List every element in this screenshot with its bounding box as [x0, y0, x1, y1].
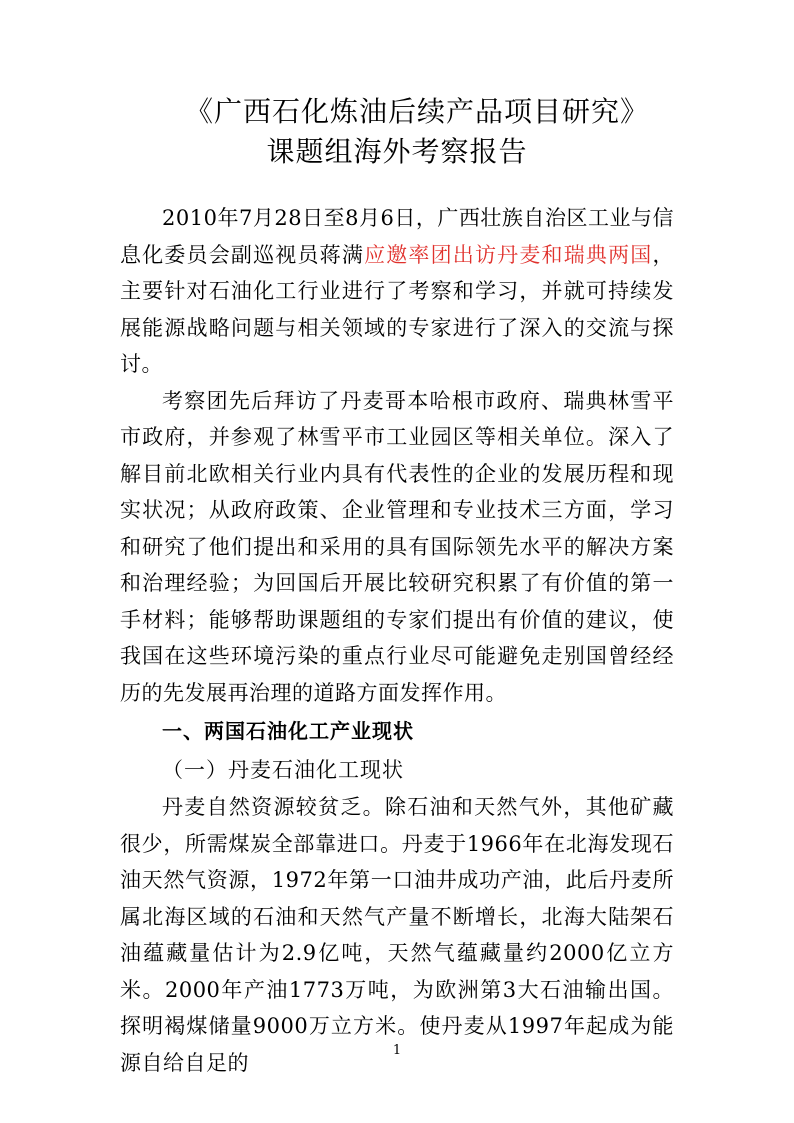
subsection-heading: （一）丹麦石油化工现状 — [162, 758, 404, 782]
page-number: 1 — [392, 1043, 402, 1058]
title-line-1: 《广西石化炼油后续产品项目研究》 — [184, 95, 649, 128]
section-heading: 一、两国石油化工产业现状 — [162, 719, 414, 743]
report-body — [120, 200, 674, 1081]
paragraph-denmark: 丹麦自然资源较贫乏。除石油和天然气外，其他矿藏很少，所需煤炭全部靠进口。丹麦于1966年在北海发现石油天然气资源，1972年第一口油井成功产油，此后丹麦所属北海区域的石油和天然气产量不断增长，北海大陆架石油蕴藏量估计为2.9亿吨，天然气蕴藏量约2000亿立方米。2000年产油1773万吨，为欧洲第3大石油输出国。探明褐煤储量9000万立方米。使丹麦从1997年起成为能源自给自足的 — [120, 795, 674, 1075]
title-line-2: 课题组海外考察报告 — [266, 135, 528, 168]
paragraph-visit: 考察团先后拜访了丹麦哥本哈根市政府、瑞典林雪平市政府，并参观了林雪平市工业园区等相关单位。深入了解目前北欧相关行业内具有代表性的企业的发展历程和现实状况；从政府政策、企业管理和专业技术三方面，学习和研究了他们提出和采用的具有国际领先水平的解决方案和治理经验；为回国后开展比较研究积累了有价值的第一手材料；能够帮助课题组的专家们提出有价值的建议，使我国在这些环境污染的重点行业尽可能避免走别国曾经经历的先发展再治理的道路方面发挥作用。 — [120, 388, 674, 705]
paragraph-intro-end: ，主要针对石油化工行业进行了考察和学习，并就可持续发展能源战略问题与相关领域的专家进行了深入的交流与探讨。 — [120, 242, 674, 376]
highlighted-text: 应邀率团出访丹麦和瑞典两国 — [364, 242, 653, 267]
paragraph-intro-start: 2010年7月28日至8月6日，广西壮族自治区工业与信息化委员会副巡视员蒋满 — [120, 206, 674, 267]
paragraph-intro — [120, 200, 674, 383]
report-title — [120, 92, 674, 172]
